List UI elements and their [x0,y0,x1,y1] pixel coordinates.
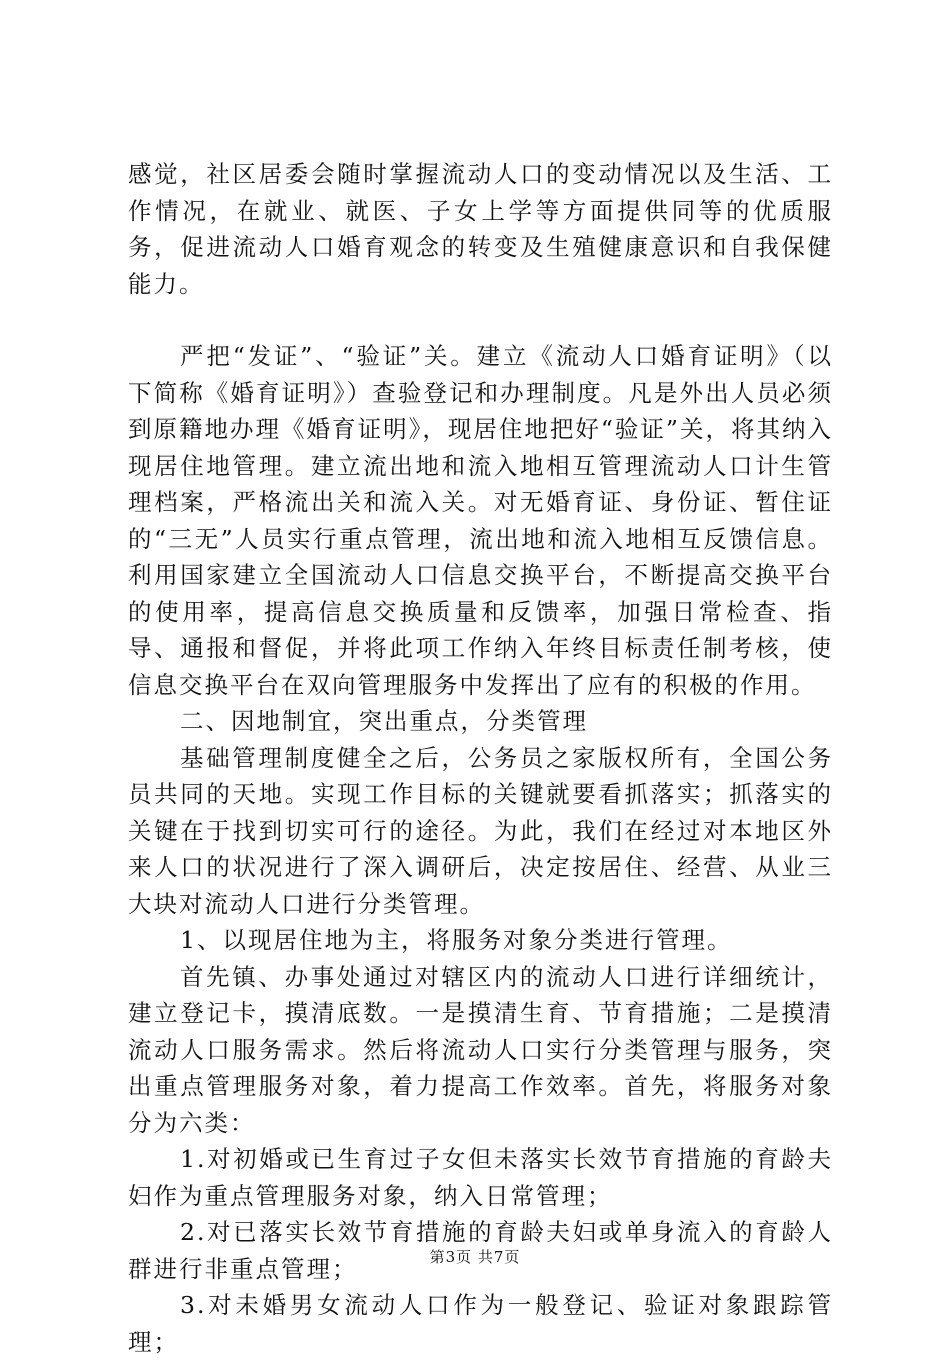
document-body [128,156,833,1360]
paragraph-classified-management: 基础管理制度健全之后，公务员之家版权所有，全国公务员共同的天地。实现工作目标的关键就要看抓落实；抓落实的关键在于找到切实可行的途径。为此，我们在经过对本地区外来人口的状况进行了深入调研后，决定按居住、经营、从业三大块对流动人口进行分类管理。 [128,743,833,918]
paragraph-continuation: 感觉，社区居委会随时掌握流动人口的变动情况以及生活、工作情况，在就业、就医、子女上学等方面提供同等的优质服务，促进流动人口婚育观念的转变及生殖健康意识和自我保健能力。 [128,160,833,298]
list-item-1: 1.对初婚或已生育过子女但未落实长效节育措施的育龄夫妇作为重点管理服务对象，纳入日常管理； [128,1145,833,1210]
list-item-3: 3.对未婚男女流动人口作为一般登记、验证对象跟踪管理； [128,1291,833,1356]
list-item-2: 2.对已落实长效节育措施的育龄夫妇或单身流入的育龄人群进行非重点管理； [128,1218,833,1283]
paragraph-certificate-check: 严把“发证”、“验证”关。建立《流动人口婚育证明》（以下简称《婚育证明》）查验登记和办理制度。凡是外出人员必须到原籍地办理《婚育证明》，现居住地把好“验证”关，将其纳入现居住地管理。建立流出地和流入地相互管理流动人口计生管理档案，严格流出关和流入关。对无婚育证、身份证、暂住证的“三无”人员实行重点管理，流出地和流入地相互反馈信息。利用国家建立全国流动人口信息交换平台，不断提高交换平台的使用率，提高信息交换质量和反馈率，加强日常检查、指导、通报和督促，并将此项工作纳入年终目标责任制考核，使信息交换平台在双向管理服务中发挥出了应有的积极的作用。 [128,342,833,699]
page-number-footer: 第3页 共7页 [429,1248,521,1266]
section-heading-two: 二、因地制宜，突出重点，分类管理 [180,707,588,735]
paragraph-statistics: 首先镇、办事处通过对辖区内的流动人口进行详细统计，建立登记卡，摸清底数。一是摸清生育、节育措施；二是摸清流动人口服务需求。然后将流动人口实行分类管理与服务，突出重点管理服务对象，着力提高工作效率。首先，将服务对象分为六类： [128,962,833,1137]
subheading-one: 1、以现居住地为主，将服务对象分类进行管理。 [180,926,733,954]
